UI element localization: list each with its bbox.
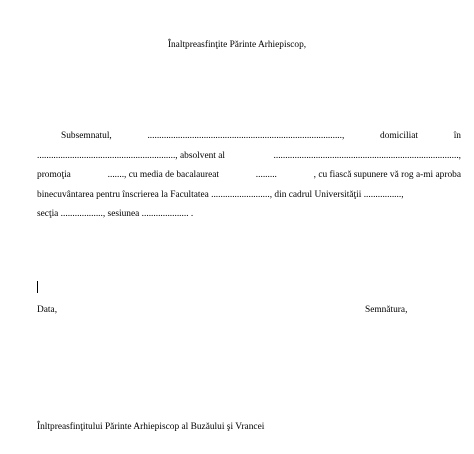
date-label: Data, [37, 305, 58, 315]
faculty-university-text: binecuvântarea pentru înscrierea la Facultatea ........................., din cadrul Universităţii ................, [37, 189, 404, 200]
undersigned-label: Subsemnatul, [61, 131, 112, 141]
body-line-1 [37, 131, 461, 142]
body-line-2 [37, 151, 461, 162]
text-cursor [37, 281, 38, 293]
body-line-3 [37, 170, 461, 181]
residence-preposition: în [453, 131, 461, 141]
residence-label: domiciliat [380, 131, 419, 141]
request-body [37, 131, 461, 229]
addressee-line: Înltpreasfinţitului Părinte Arhiepiscop al Buzăului şi Vrancei [37, 422, 265, 432]
average-blank: ......... [255, 170, 277, 180]
class-year-label: promoţia [37, 170, 71, 180]
body-line-5 [37, 209, 461, 220]
body-line-4 [37, 190, 461, 201]
signature-label: Semnătura, [365, 305, 408, 315]
school-blank: ..............................................................................., [273, 150, 461, 161]
name-blank: ..................................................................................., [147, 131, 345, 141]
request-text: , cu fiască supunere vă rog a-mi aproba [313, 170, 461, 180]
address-and-graduate-text: ..........................................................., absolvent al [37, 150, 226, 161]
salutation: Înaltpreasfinţite Părinte Arhiepiscop, [167, 40, 307, 50]
section-session-text: secţia .................., sesiunea .................... . [37, 209, 194, 219]
baccalaureate-average-text: ......., cu media de bacalaureat [107, 170, 220, 180]
